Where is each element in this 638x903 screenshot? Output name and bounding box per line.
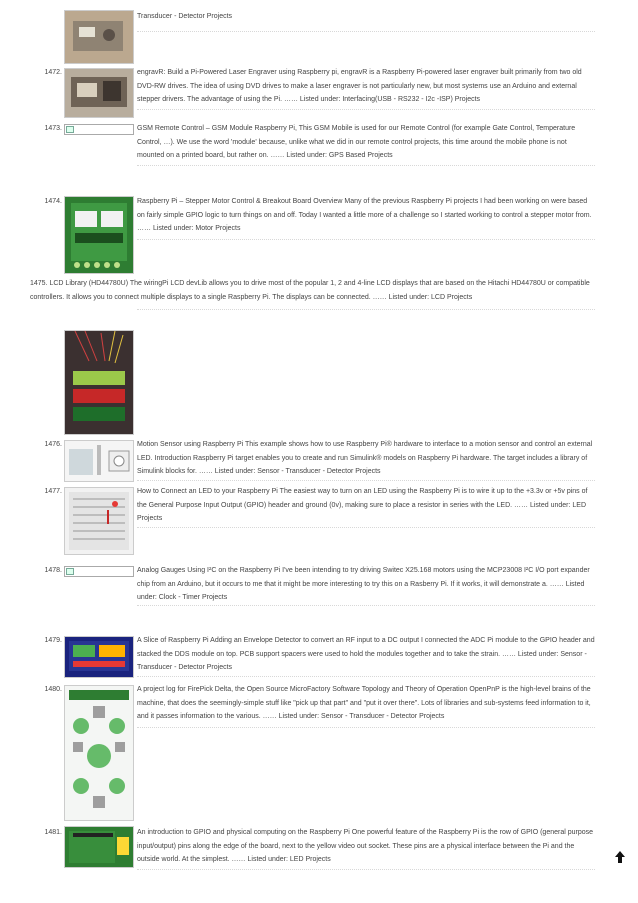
divider — [137, 31, 595, 32]
entry-description: An introduction to GPIO and physical computing on the Raspberry Pi One powerful feature of the Raspberry Pi is the row of GPIO (general purpose input/output) pins along the edge of the board, next to the yellow video out socket. These pins are a physical interface between the Pi and the outside world. At the simplest. …… Listed under: LED Projects — [137, 829, 594, 863]
entry-description: engravR: Build a Pi-Powered Laser Engraver using Raspberry pi, engravR is a Raspberry Pi-powered laser engraver built primarily from two old DVD-RW drives. The idea of using DVD drives to make a laser engraver is not particularly new, but most systems use an Arduino and external stepper drivers. The advantage of using the Pi. …… Listed under: Interfacing(USB - RS232 - I2c -ISP) Projects — [137, 69, 582, 103]
entry-description: Raspberry Pi – Stepper Motor Control & Breakout Board Overview Many of the previous Raspberry Pi projects I had been working on were based on fairly simple GPIO logic to turn things on and off. Today I wanted a little more of a challenge so I started working to control a stepper motor from. …… Listed under: Motor Projects — [137, 198, 592, 232]
entry-number: 1473. — [44, 125, 62, 132]
entry-description: A project log for FirePick Delta, the Open Source MicroFactory Software Topology and Theory of Operation OpenPnP is the high-level brains of the machine, that does the seemingly-simple stuff like "pick up that part" and "put it over there". Lots of libraries and sub-systems feed information to it, and it passes information to the various. …… Listed under: Sensor - Transducer - Detector Projects — [137, 686, 591, 720]
entry-number: 1474. — [44, 198, 62, 205]
entry-number: 1476. — [44, 441, 62, 448]
divider — [137, 165, 595, 166]
project-thumbnail[interactable] — [64, 440, 134, 482]
entry-description: How to Connect an LED to your Raspberry Pi The easiest way to turn on an LED using the Raspberry Pi is to wire it up to the +3.3v or +5v pins of the General Purpose Input Output (GPIO) header and ground (0v), making sure to place a resistor in series with the LED. …… Listed under: LED Projects — [137, 488, 588, 522]
entry-number: 1477. — [44, 488, 62, 495]
broken-image-icon[interactable] — [64, 124, 134, 135]
divider — [137, 727, 595, 728]
entry-description: Motion Sensor using Raspberry Pi This example shows how to use Raspberry Pi® hardware to interface to a motion sensor and control an external LED. Introduction Raspberry Pi target enables you to create and run Simulink® models on Raspberry Pi hardware. The target includes a library of Simulink blocks for. …… Listed under: Sensor - Transducer - Detector Projects — [137, 441, 593, 475]
entry-description: 1475. LCD Library (HD44780U) The wiringPi LCD devLib allows you to drive most of the popular 1, 2 and 4-line LCD displays that are based on the Hitachi HD44780U or compatible controllers. It allows you to connect multiple displays to a single Raspberry Pi. The displays can be connected. …… Listed under: LCD Projects — [30, 280, 590, 301]
entry-description: Transducer - Detector Projects — [137, 13, 233, 20]
divider — [137, 676, 595, 677]
project-thumbnail[interactable] — [64, 68, 134, 118]
divider — [137, 480, 595, 481]
divider — [137, 605, 595, 606]
entry-number: 1472. — [44, 69, 62, 76]
divider — [137, 109, 595, 110]
entry-description: GSM Remote Control – GSM Module Raspberry Pi, This GSM Mobile is used for our Remote Control (for example Gate Control, Temperature Control, …). We use the word 'module' because, unlike what we did in our remote control projects, this time around the mobile phone is not mounted on a printed board, but rather on. …… Listed under: GPS Based Projects — [137, 125, 576, 159]
project-thumbnail[interactable] — [64, 685, 134, 821]
entry-description: Analog Gauges Using I²C on the Raspberry Pi I've been intending to try driving Switec X25.168 motors using the MCP23008 I²C I/O port expander chip from an Arduino, but it occurs to me that it might be more interesting to try this on a Rasberry Pi. If it works, it will demonstrate a. …… Listed under: Clock - Timer Projects — [137, 567, 590, 601]
entry-description: A Slice of Raspberry Pi Adding an Envelope Detector to convert an RF input to a DC output I connected the ADC Pi module to the GPIO header and stacked the DDS module on top. PCB support spacers were used to hold the modules together and to take the strain. …… Listed under: Sensor - Transducer - Detector Projects — [137, 637, 595, 671]
entry-number: 1475. — [30, 280, 48, 287]
entry-number: 1480. — [44, 686, 62, 693]
broken-image-icon[interactable] — [64, 566, 134, 577]
project-thumbnail[interactable] — [64, 330, 134, 435]
divider — [137, 869, 595, 870]
entry-number: 1481. — [44, 829, 62, 836]
project-thumbnail[interactable] — [64, 196, 134, 274]
divider — [137, 527, 595, 528]
divider — [137, 309, 595, 310]
entry-number: 1479. — [44, 637, 62, 644]
project-thumbnail[interactable] — [64, 10, 134, 64]
project-thumbnail[interactable] — [64, 636, 134, 678]
entry-number: 1478. — [44, 567, 62, 574]
arrow-up-icon[interactable] — [614, 850, 626, 864]
project-thumbnail[interactable] — [64, 826, 134, 868]
divider — [137, 239, 595, 240]
project-thumbnail[interactable] — [64, 487, 134, 555]
